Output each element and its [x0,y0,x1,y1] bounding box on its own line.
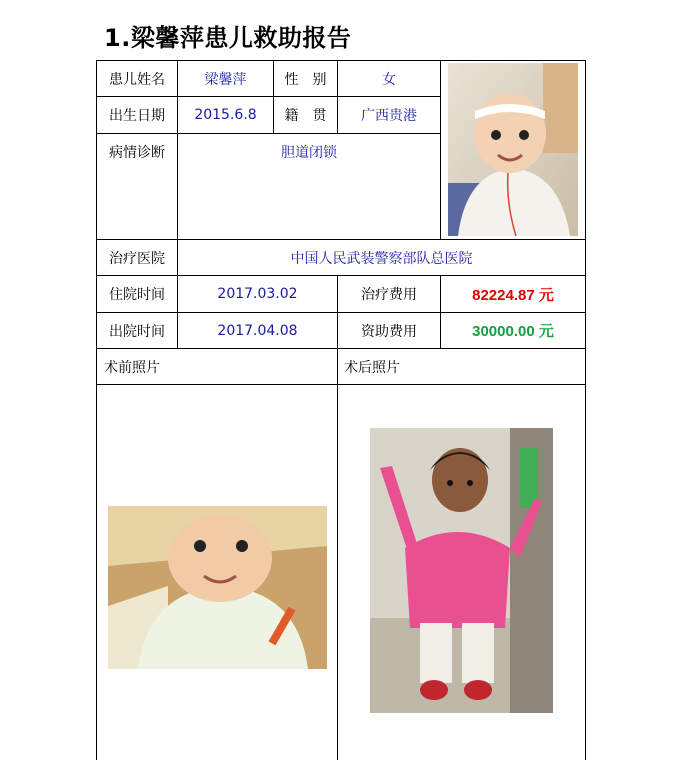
report-title: 1.梁馨萍患儿救助报告 [104,24,352,52]
label-admission: 住院时间 [109,287,165,303]
value-discharge: 2017.04.08 [217,322,298,339]
label-origin: 籍 贯 [284,108,327,124]
label-gender: 性 别 [284,71,327,88]
value-aid: 30000.00 元 [472,323,554,340]
label-before-photo: 术前照片 [104,359,160,376]
label-discharge: 出院时间 [109,323,165,340]
value-name: 梁馨萍 [204,71,247,88]
value-gender: 女 [382,71,396,88]
patient-portrait-photo [448,63,578,236]
value-admission: 2017.03.02 [217,286,298,302]
label-birth: 出生日期 [109,108,165,124]
value-diagnosis: 胆道闭锁 [281,145,337,161]
value-hospital: 中国人民武装警察部队总医院 [290,250,473,267]
label-name: 患儿姓名 [109,71,165,88]
label-aid: 资助费用 [361,323,417,340]
label-cost: 治疗费用 [361,287,417,303]
before-surgery-photo [108,506,327,669]
value-birth: 2015.6.8 [194,107,257,123]
after-surgery-photo [370,428,553,713]
value-origin: 广西贵港 [361,108,417,124]
label-hospital: 治疗医院 [109,250,165,267]
label-diagnosis: 病情诊断 [109,145,165,161]
value-cost: 82224.87 元 [472,286,554,304]
label-after-photo: 术后照片 [344,359,400,376]
